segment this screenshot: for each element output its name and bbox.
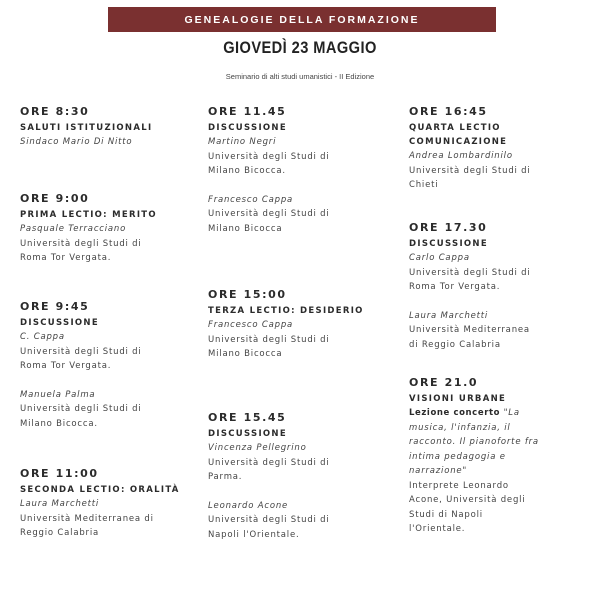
slot-title: DISCUSSIONE (409, 239, 488, 249)
speaker-affiliation: Roma Tor Vergata. (409, 282, 501, 292)
slot-title: COMUNICAZIONE (409, 137, 508, 147)
speaker-name: Martino Negri (208, 137, 277, 147)
slot-0945 (20, 298, 210, 431)
speaker-affiliation: Parma. (208, 472, 243, 482)
concert-title-line: racconto. Il pianoforte fra (409, 437, 539, 447)
slot-0830 (20, 103, 210, 150)
slot-1100 (20, 465, 210, 541)
slot-title: QUARTA LECTIO (409, 123, 501, 133)
speaker-name: Laura Marchetti (20, 499, 100, 509)
slot-1500 (208, 286, 398, 362)
speaker-name: C. Cappa (20, 332, 65, 342)
speaker-affiliation: Università degli Studi di (208, 515, 330, 525)
slot-0900 (20, 190, 210, 266)
speaker-affiliation: Università degli Studi di (20, 404, 142, 414)
speaker-affiliation: Università Mediterranea (409, 325, 530, 335)
speaker-name: Francesco Cappa (208, 320, 294, 330)
speaker-affiliation: Milano Bicocca. (208, 166, 286, 176)
slot-title: TERZA LECTIO: DESIDERIO (208, 306, 364, 316)
slot-title: PRIMA LECTIO: MERITO (20, 210, 157, 220)
slot-title: SECONDA LECTIO: ORALITÀ (20, 485, 180, 495)
slot-2100 (409, 374, 599, 537)
slot-time: ORE 9:45 (20, 300, 90, 313)
speaker-affiliation: Milano Bicocca. (20, 418, 98, 429)
speaker-affiliation: Roma Tor Vergata. (20, 253, 112, 263)
slot-time: ORE 15:00 (208, 288, 287, 301)
slot-1730 (409, 219, 599, 352)
performer-line: Studi di Napoli (409, 509, 483, 520)
slot-time: ORE 8:30 (20, 105, 90, 118)
slot-title: DISCUSSIONE (208, 123, 287, 133)
concert-title (409, 406, 599, 421)
speaker-affiliation: di Reggio Calabria (409, 339, 501, 350)
slot-1645 (409, 103, 599, 193)
slot-time: ORE 11:00 (20, 467, 99, 480)
speaker-affiliation: Reggio Calabria (20, 528, 99, 538)
slot-time: ORE 17.30 (409, 221, 488, 234)
performer-line: Interprete Leonardo (409, 480, 509, 491)
speaker-name: Leonardo Acone (208, 500, 289, 511)
slot-title: DISCUSSIONE (208, 429, 287, 439)
speaker-name: Sindaco Mario Di Nitto (20, 137, 133, 147)
speaker-name: Francesco Cappa (208, 194, 294, 205)
concert-label: Lezione concerto (409, 408, 501, 418)
slot-title: SALUTI ISTITUZIONALI (20, 123, 153, 133)
concert-title-line: musica, l'infanzia, il (409, 422, 511, 433)
speaker-affiliation: Università degli Studi di (208, 209, 330, 219)
speaker-name: Vincenza Pellegrino (208, 443, 307, 453)
speaker-affiliation: Università degli Studi di (208, 334, 330, 345)
event-subtitle: Seminario di alti studi umanistici - II Edizione (225, 72, 375, 81)
concert-title-line: "La (500, 408, 520, 418)
slot-time: ORE 21.0 (409, 376, 479, 389)
slot-time: ORE 16:45 (409, 105, 488, 118)
header-banner: GENEALOGIE DELLA FORMAZIONE (108, 7, 496, 32)
speaker-affiliation: Università degli Studi di (20, 238, 142, 249)
speaker-name: Andrea Lombardinilo (409, 151, 513, 161)
speaker-affiliation: Roma Tor Vergata. (20, 361, 112, 371)
speaker-affiliation: Università degli Studi di (409, 165, 531, 176)
performer-line: Acone, Università degli (409, 495, 526, 505)
slot-time: ORE 15.45 (208, 411, 287, 424)
slot-time: ORE 11.45 (208, 105, 287, 118)
slot-1145 (208, 103, 398, 236)
speaker-name: Laura Marchetti (409, 310, 489, 321)
speaker-affiliation: Milano Bicocca (208, 349, 283, 359)
performer-line: l'Orientale. (409, 524, 466, 534)
speaker-affiliation: Milano Bicocca (208, 223, 283, 234)
speaker-affiliation: Napoli l'Orientale. (208, 529, 300, 540)
speaker-affiliation: Università degli Studi di (208, 457, 330, 468)
speaker-affiliation: Università degli Studi di (208, 151, 330, 162)
slot-time: ORE 9:00 (20, 192, 90, 205)
slot-title: DISCUSSIONE (20, 318, 99, 328)
speaker-affiliation: Chieti (409, 180, 439, 190)
speaker-name: Pasquale Terracciano (20, 224, 127, 234)
speaker-affiliation: Università Mediterranea di (20, 513, 154, 524)
slot-1545 (208, 409, 398, 542)
concert-title-line: narrazione" (409, 466, 468, 476)
speaker-name: Manuela Palma (20, 389, 96, 400)
speaker-affiliation: Università degli Studi di (20, 346, 142, 357)
event-date: GIOVEDÌ 23 MAGGIO (223, 38, 377, 57)
slot-title: VISIONI URBANE (409, 394, 507, 404)
speaker-name: Carlo Cappa (409, 253, 470, 263)
speaker-affiliation: Università degli Studi di (409, 267, 531, 278)
concert-title-line: intima pedagogia e (409, 451, 506, 462)
